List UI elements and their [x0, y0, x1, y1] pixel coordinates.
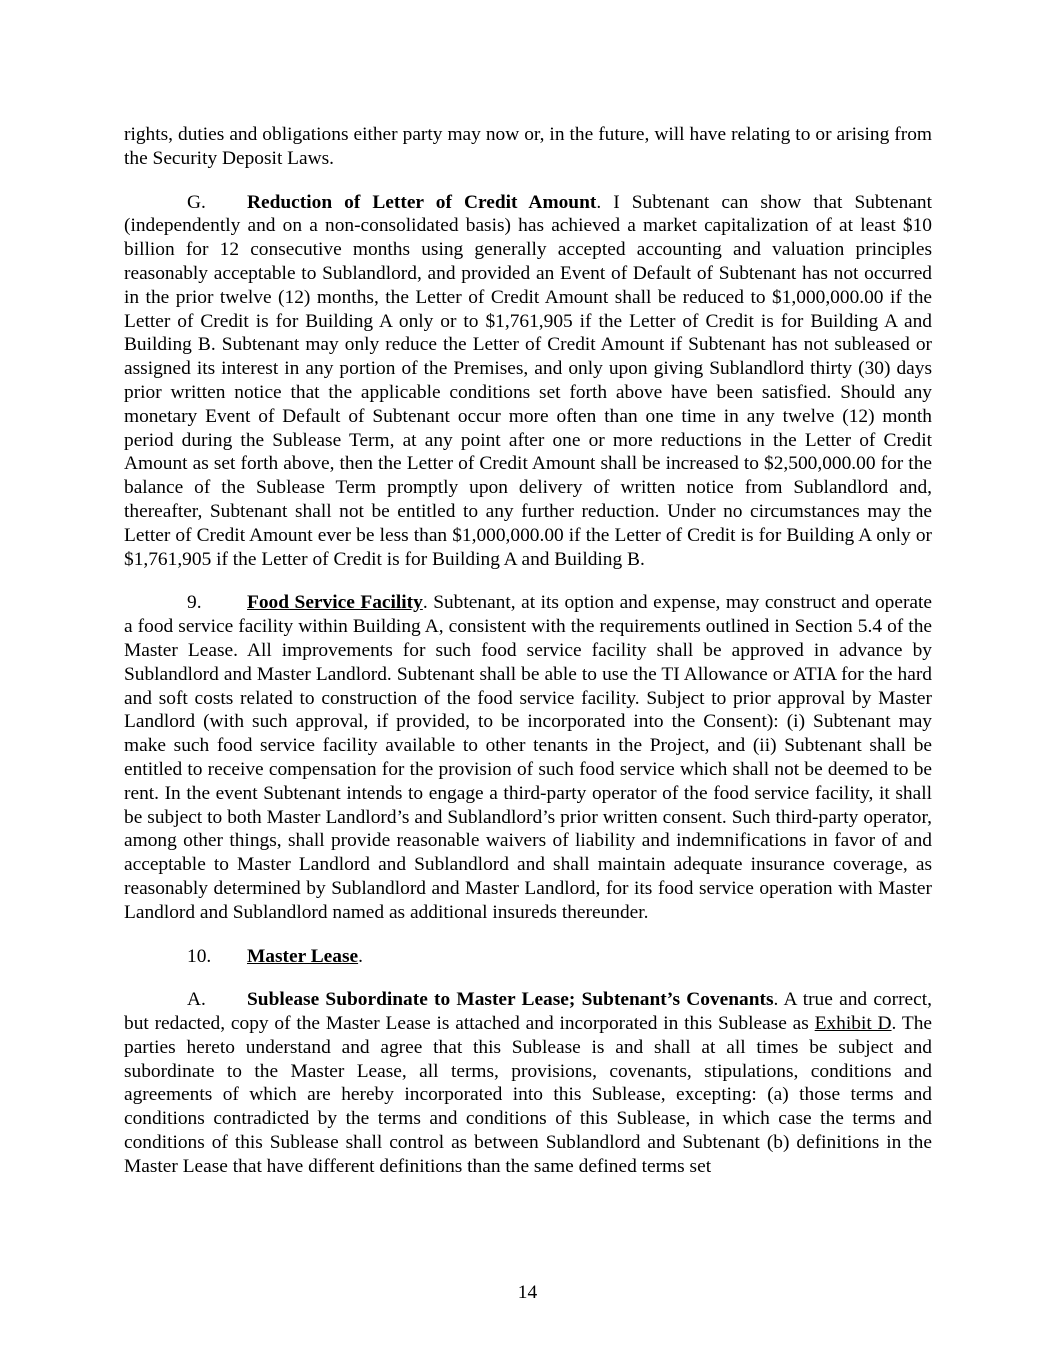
exhibit-d-reference: Exhibit D: [814, 1013, 892, 1035]
section-9-paragraph: [124, 591, 932, 924]
section-9-title: Food Service Facility: [247, 592, 423, 614]
section-g-body: . I Subtenant can show that Subtenant (independently and on a non-consolidated basis) has achieved a market capitalization of at least $10 billion for 12 consecutive months using generally accepted accounting and valuation principles reasonably acceptable to Sublandlord, and provided an Event of Default of Subtenant has not occurred in the prior twelve (12) months, the Letter of Credit Amount shall be reduced to $1,000,000.00 if the Letter of Credit is for Building A only or to $1,761,905 if the Letter of Credit is for Building A and Building B. Subtenant may only reduce the Letter of Credit Amount if Subtenant has not subleased or assigned its interest in any portion of the Premises, and only upon giving Sublandlord thirty (30) days prior written notice that the applicable conditions set forth above have been satisfied. Should any monetary Event of Default of Subtenant occur more often than one time in any twelve (12) month period during the Sublease Term, at any point after one or more reductions in the Letter of Credit Amount as set forth above, then the Letter of Credit Amount shall be increased to $2,500,000.00 for the balance of the Sublease Term promptly upon delivery of written notice from Sublandlord and, thereafter, Subtenant shall not be entitled to any further reduction. Under no circumstances may the Letter of Credit Amount ever be less than $1,000,000.00 if the Letter of Credit is for Building A only or $1,761,905 if the Letter of Credit is for Building A and Building B.: [124, 191, 933, 570]
section-10a-paragraph: [124, 988, 932, 1178]
section-10-label: 10.: [187, 945, 212, 967]
section-10-title: Master Lease: [247, 945, 359, 967]
section-g-paragraph: [124, 191, 932, 572]
section-9-label: 9.: [187, 592, 202, 614]
section-10a-body-after: . The parties hereto understand and agree that this Sublease is and shall at all times be subject and subordinate to the Master Lease, all terms, provisions, covenants, stipulations, conditions and agreements of which are hereby incorporated into this Sublease, excepting: (a) those terms and conditions contradicted by the terms and conditions of this Sublease, in which case the terms and conditions of this Sublease shall control as between Sublandlord and Subtenant (b) definitions in the Master Lease that have different definitions than the same defined terms set: [124, 1013, 932, 1177]
section-10-heading: [124, 945, 932, 969]
intro-paragraph: rights, duties and obligations either party may now or, in the future, will have relating to or arising from the Security Deposit Laws.: [124, 124, 932, 169]
section-10a-title: Sublease Subordinate to Master Lease; Subtenant’s Covenants: [247, 989, 774, 1011]
section-10a-body-before: . A true and correct, but redacted, copy of the Master Lease is attached and incorporated in this Sublease as: [124, 989, 932, 1035]
page-number: 14: [517, 1282, 538, 1303]
document-body: [124, 123, 932, 1199]
section-10a-label: A.: [187, 989, 206, 1011]
section-10-trailing: .: [358, 945, 363, 967]
section-g-title: Reduction of Letter of Credit Amount: [247, 191, 597, 213]
section-9-body: . Subtenant, at its option and expense, may construct and operate a food service facility within Building A, consistent with the requirements outlined in Section 5.4 of the Master Lease. All improvements for such food service facility shall be approved in advance by Sublandlord and Master Landlord. Subtenant shall be able to use the TI Allowance or ATIA for the hard and soft costs related to construction of the food service facility. Subject to prior approval by Master Landlord (with such approval, if provided, to be incorporated into the Consent): (i) Subtenant may make such food service facility available to other tenants in the Project, and (ii) Subtenant shall be entitled to receive compensation for the provision of such food service which shall not be deemed to be rent. In the event Subtenant intends to engage a third-party operator of the food service facility, it shall be subject to both Master Landlord’s and Sublandlord’s prior written consent. Such third-party operator, among other things, shall provide reasonable waivers of liability and indemnifications in favor of and acceptable to Master Landlord and Sublandlord and shall maintain adequate insurance coverage, as reasonably determined by Sublandlord and Master Landlord, for its food service operation with Master Landlord and Sublandlord named as additional insureds thereunder.: [124, 592, 933, 923]
section-g-label: G.: [187, 191, 206, 213]
